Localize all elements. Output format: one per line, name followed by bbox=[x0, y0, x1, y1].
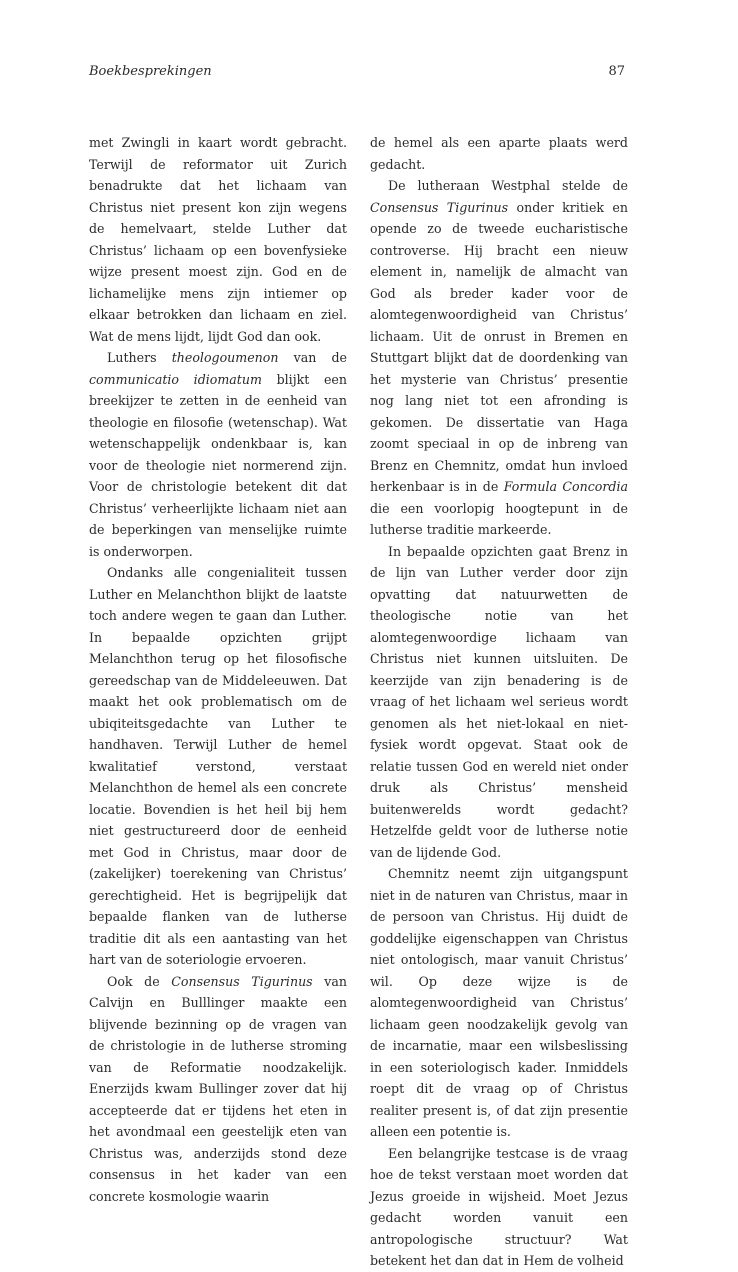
left-column bbox=[89, 132, 347, 1207]
paragraph: De lutheraan Westphal stelde de Consensus Tigurinus onder kritiek en opende zo de tweede eucharistische controverse. Hij bracht een nieuw element in, namelijk de almacht van God als breder kader voor de alomtegenwoordigheid van Christus’ lichaam. Uit de onrust in Bremen en Stuttgart blijkt dat de doordenking van het mysterie van Christus’ presentie nog lang niet tot een afronding is gekomen. De dissertatie van Haga zoomt speciaal in op de inbreng van Brenz en Chemnitz, omdat hun invloed herkenbaar is in de Formula Concordia die een voorlopig hoogtepunt in de lutherse traditie markeerde. bbox=[370, 178, 629, 537]
page-number: 87 bbox=[608, 64, 625, 79]
paragraph: de hemel als een aparte plaats werd gedacht. bbox=[370, 135, 628, 172]
right-column bbox=[370, 132, 628, 1272]
paragraph: Luthers theologoumenon van de communicatio idiomatum blijkt een breekijzer te zetten in de eenheid van theologie en filosofie (wetenschap). Wat wetenschappelijk ondenkbaar is, kan voor de theologie niet normerend zijn. Voor de christologie betekent dit dat Christus’ verheerlijkte lichaam niet aan de beperkingen van menselijke ruimte is onderworpen. bbox=[89, 350, 347, 559]
paragraph: met Zwingli in kaart wordt gebracht. Terwijl de reformator uit Zurich benadrukte dat het lichaam van Christus niet present kon zijn wegens de hemelvaart, stelde Luther dat Christus’ lichaam op een bovenfysieke wijze present moest zijn. God en de lichamelijke mens zijn intiemer op elkaar betrokken dan lichaam en ziel. Wat de mens lijdt, lijdt God dan ook. bbox=[89, 135, 347, 344]
paragraph: Een belangrijke testcase is de vraag hoe de tekst verstaan moet worden dat Jezus groeide in wijsheid. Moet Jezus gedacht worden vanuit een antropologische structuur? Wat betekent het dan dat in Hem de volheid bbox=[370, 1145, 628, 1268]
paragraph: In bepaalde opzichten gaat Brenz in de lijn van Luther verder door zijn opvatting dat natuurwetten de theologische notie van het alomtegenwoordige lichaam van Christus niet kunnen uitsluiten. De keerzijde van zijn benadering is de vraag of het lichaam wel serieus wordt genomen als het niet-lokaal en niet-fysiek wordt opgevat. Staat ook de relatie tussen God en wereld niet onder druk als Christus’ mensheid buitenwerelds wordt gedacht? Hetzelfde geldt voor de lutherse notie van de lijdende God. bbox=[370, 543, 628, 860]
running-title: Boekbesprekingen bbox=[89, 64, 212, 79]
paragraph: Ondanks alle congenialiteit tussen Luther en Melanchthon blijkt de laatste toch andere wegen te gaan dan Luther. In bepaalde opzichten grijpt Melanchthon terug op het filosofische gereedschap van de Middeleeuwen. Dat maakt het ook problematisch om de ubiqiteitsgedachte van Luther te handhaven. Terwijl Luther de hemel kwalitatief verstond, verstaat Melanchthon de hemel als een concrete locatie. Bovendien is het heil bij hem niet gestructureerd door de eenheid met God in Christus, maar door de (zakelijker) toerekening van Christus’ gerechtigheid. Het is begrijpelijk dat bepaalde flanken van de lutherse traditie dit als een aantasting van het hart van de soteriologie ervoeren. bbox=[89, 565, 347, 967]
paragraph: Ook de Consensus Tigurinus van Calvijn en Bulllinger maakte een blijvende bezinning op de vragen van de christologie in de lutherse stroming van de Reformatie noodzakelijk. Enerzijds kwam Bullinger zover dat hij accepteerde dat er tijdens het eten in het avondmaal een geestelijk eten van Christus was, anderzijds stond deze consensus in het kader van een concrete kosmologie waarin bbox=[89, 973, 347, 1204]
paragraph: Chemnitz neemt zijn uitgangspunt niet in de naturen van Christus, maar in de persoon van Christus. Hij duidt de goddelijke eigenschappen van Christus niet ontologisch, maar vanuit Christus’ wil. Op deze wijze is de alomtegenwoordigheid van Christus’ lichaam geen noodzakelijk gevolg van de incarnatie, maar een wilsbeslissing in een soteriologisch kader. Inmiddels roept dit de vraag op of Christus realiter present is, of dat zijn presentie alleen een potentie is. bbox=[370, 866, 628, 1139]
